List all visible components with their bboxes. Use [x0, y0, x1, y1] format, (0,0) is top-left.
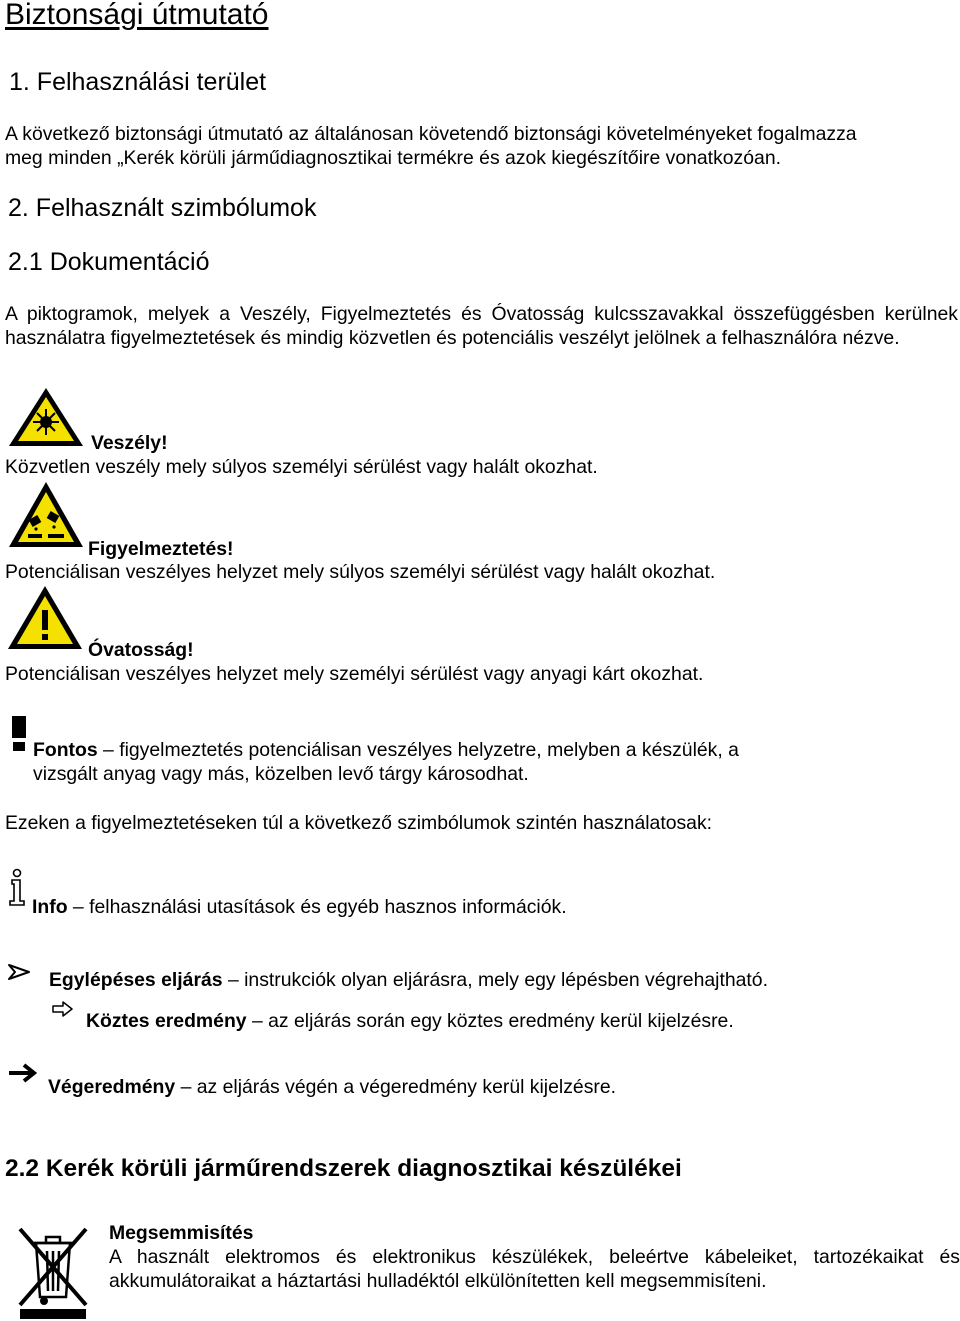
section-2-1-heading: 2.1 Dokumentáció [8, 248, 210, 276]
danger-label: Veszély! [91, 432, 168, 454]
important-dash: – [97, 739, 120, 761]
symbols-intro: Ezeken a figyelmeztetéseken túl a következő szimbólumok szintén használatosak: [5, 812, 713, 834]
step-line [49, 968, 768, 992]
exclamation-warning-icon [5, 583, 85, 653]
warning-label: Figyelmeztetés! [88, 538, 234, 560]
info-term: Info [32, 896, 68, 918]
corrosive-warning-icon [6, 479, 86, 551]
important-line-1 [33, 738, 739, 762]
interim-text: az eljárás során egy köztes eredmény kerül kijelzésre. [268, 1010, 734, 1032]
final-dash: – [175, 1076, 197, 1098]
laser-warning-icon [6, 385, 86, 449]
page-title: Biztonsági útmutató [5, 0, 269, 31]
caution-label: Óvatosság! [88, 639, 194, 661]
important-text: figyelmeztetés potenciálisan veszélyes helyzetre, melyben a készülék, a [119, 739, 739, 761]
caution-description: Potenciálisan veszélyes helyzet mely személyi sérülést vagy anyagi kárt okozhat. [5, 663, 704, 685]
final-text: az eljárás végén a végeredmény kerül kijelzésre. [196, 1076, 617, 1098]
final-term: Végeredmény [48, 1076, 176, 1098]
info-icon [5, 867, 29, 907]
interim-term: Köztes eredmény [86, 1010, 247, 1032]
info-dash: – [67, 896, 90, 918]
important-term: Fontos [33, 739, 98, 761]
step-term: Egylépéses eljárás [49, 969, 223, 991]
section-1-heading: 1. Felhasználási terület [9, 68, 267, 96]
section-2-heading: 2. Felhasznált szimbólumok [8, 194, 317, 222]
step-text: instrukciók olyan eljárásra, mely egy lépésben végrehajtható. [244, 969, 768, 991]
section-1-line-1: A következő biztonsági útmutató az általánosan követendő biztonsági követelményeket fogalmazza [5, 123, 857, 145]
section-2-1-paragraph: A piktogramok, melyek a Veszély, Figyelmeztetés és Óvatosság kulcsszavakkal összefüggésben kerülnek használatra figyelmeztetések és mindig közvetlen és potenciális veszélyt jelölnek a felhasználóra nézve. [5, 303, 958, 349]
exclamation-icon [9, 714, 29, 754]
info-text: felhasználási utasítások és egyéb hasznos információk. [89, 896, 567, 918]
section-1-line-2: meg minden „Kerék körüli járműdiagnosztikai termékre és azok kiegészítőire vonatkozóan. [5, 147, 781, 169]
crossed-bin-icon [14, 1221, 92, 1321]
interim-dash: – [246, 1010, 269, 1032]
hollow-arrow-icon [51, 1000, 75, 1018]
danger-description: Közvetlen veszély mely súlyos személyi sérülést vagy halált okozhat. [5, 456, 598, 478]
disposal-label: Megsemmisítés [109, 1222, 254, 1244]
interim-line [86, 1009, 734, 1033]
final-line [48, 1075, 616, 1099]
step-dash: – [222, 969, 245, 991]
info-line [32, 895, 567, 919]
disposal-text: A használt elektromos és elektronikus készülékek, beleértve kábeleiket, tartozékaikat és akkumulátoraikat a háztartási hulladéktól elkülönítetten kell megsemmisíteni. [109, 1246, 960, 1292]
bold-arrow-icon [7, 1063, 37, 1083]
arrow-head-icon [7, 963, 31, 981]
important-line-2: vizsgált anyag vagy más, közelben levő tárgy károsodhat. [33, 763, 529, 785]
section-2-2-heading: 2.2 Kerék körüli járműrendszerek diagnosztikai készülékei [5, 1155, 682, 1182]
warning-description: Potenciálisan veszélyes helyzet mely súlyos személyi sérülést vagy halált okozhat. [5, 561, 716, 583]
